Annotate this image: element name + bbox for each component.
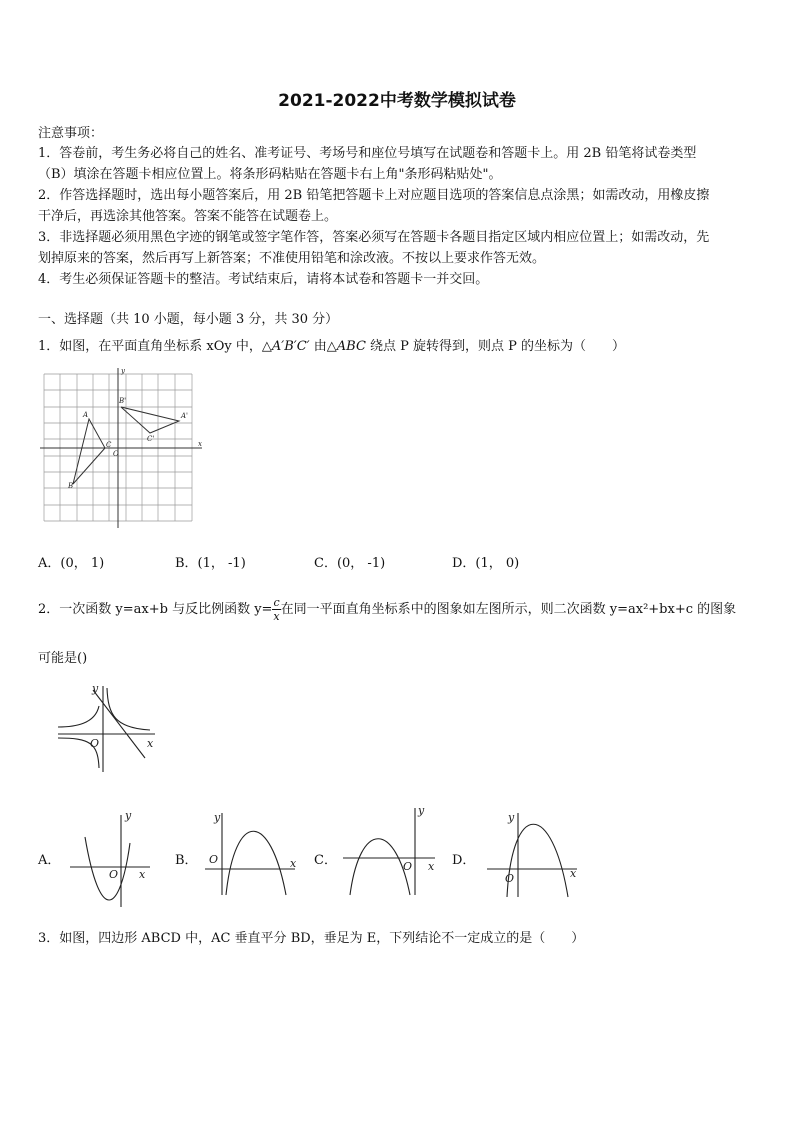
q1-option-c[interactable]: C．(0， -1) [314, 556, 386, 571]
label-b: B [68, 482, 74, 490]
q2-option-c[interactable]: C． [314, 853, 337, 868]
label-origin: O [209, 853, 219, 866]
q2-option-b[interactable]: B． [175, 853, 198, 868]
label-c: C [106, 441, 112, 449]
page-title: 2021-2022中考数学模拟试卷 [278, 91, 516, 111]
label-y: y [125, 809, 132, 822]
q1-grid-figure [38, 366, 208, 531]
fraction-c-over-x: $\frac{c}{x}$ [273, 596, 280, 623]
question-1-text: 1．如图，在平面直角坐标系 xOy 中，△A′B′C′ 由△ABC 绕点 P 旋转得到，则点 P 的坐标为（ ） [38, 339, 626, 354]
parabola [85, 837, 130, 900]
hyperbola-branch [107, 688, 150, 730]
question-2-text-cont: 可能是() [38, 651, 88, 666]
label-origin: O [90, 737, 100, 750]
question-3-text: 3．如图，四边形 ABCD 中，AC 垂直平分 BD，垂足为 E，下列结论不一定成立的是（ ） [38, 931, 585, 946]
q2-option-d-graph[interactable] [482, 805, 582, 900]
notice-line: 3．非选择题必须用黑色字迹的钢笔或签字笔作答，答案必须写在答题卡各题目指定区域内相应位置上；如需改动，先 [38, 230, 710, 245]
notice-line: 干净后，再选涂其他答案。答案不能答在试题卷上。 [38, 209, 338, 224]
q2-option-c-graph[interactable] [340, 800, 440, 900]
q2-option-a[interactable]: A． [38, 853, 61, 868]
label-x: x [139, 868, 146, 881]
notice-line: （B）填涂在答题卡相应位置上。将条形码粘贴在答题卡右上角"条形码粘贴处"。 [38, 167, 502, 182]
label-y: y [508, 811, 515, 824]
line-graph [93, 690, 145, 758]
q1-option-a[interactable]: A．(0， 1) [38, 556, 105, 571]
label-y: y [92, 682, 99, 695]
label-x: x [570, 867, 577, 880]
label-y: y [121, 367, 125, 375]
label-y: y [214, 811, 221, 824]
label-a-prime: A' [181, 412, 188, 420]
triangle-abc [73, 419, 105, 484]
label-origin: O [113, 450, 119, 458]
question-2-text: 2．一次函数 y=ax+b 与反比例函数 y= $\frac{c}{x}$ 在同一平面直角坐标系中的图象如左图所示，则二次函数 y=ax²+bx+c 的图象 [38, 596, 737, 623]
label-x: x [428, 860, 435, 873]
section-heading: 一、选择题（共 10 小题，每小题 3 分，共 30 分） [38, 312, 339, 327]
hyperbola-branch [58, 706, 99, 727]
label-origin: O [109, 868, 119, 881]
notice-line: 2．作答选择题时，选出每小题答案后，用 2B 铅笔把答题卡上对应题目选项的答案信息点涂黑；如需改动，用橡皮擦 [38, 188, 710, 203]
q1-option-d[interactable]: D．(1， 0) [452, 556, 520, 571]
parabola [507, 824, 568, 897]
notice-line: 1．答卷前，考生务必将自己的姓名、准考证号、考场号和座位号填写在试题卷和答题卡上。用 2B 铅笔将试卷类型 [38, 146, 697, 161]
label-x: x [147, 737, 154, 750]
label-a: A [83, 411, 89, 419]
q1-option-b[interactable]: B．(1， -1) [175, 556, 246, 571]
label-x: x [198, 440, 202, 448]
notice-line: 4．考生必须保证答题卡的整洁。考试结束后，请将本试卷和答题卡一并交回。 [38, 272, 489, 287]
label-y: y [418, 804, 425, 817]
label-origin: O [403, 860, 413, 873]
q2-reference-figure [55, 680, 160, 775]
notice-line: 划掉原来的答案，然后再写上新答案；不准使用铅笔和涂改液。不按以上要求作答无效。 [38, 251, 546, 266]
label-origin: O [505, 872, 515, 885]
label-c-prime: C' [147, 435, 155, 443]
q2-option-b-graph[interactable] [200, 805, 300, 900]
q2-option-d[interactable]: D． [452, 853, 476, 868]
triangle-a2b2c2 [121, 407, 179, 433]
notice-heading: 注意事项： [38, 126, 104, 141]
q2-option-a-graph[interactable] [65, 805, 160, 910]
parabola [226, 831, 286, 895]
parabola [350, 839, 413, 895]
label-x: x [290, 857, 297, 870]
label-b-prime: B' [119, 397, 127, 405]
